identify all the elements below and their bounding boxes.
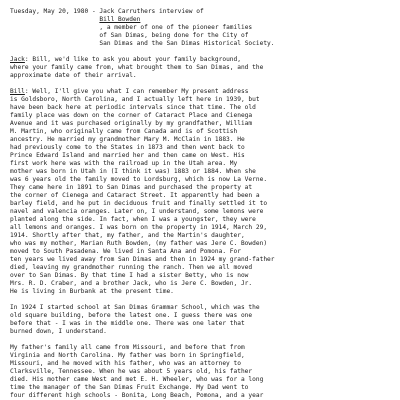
text-line: mother was born in Utah in (I think it was) 1883 or 1884. When she <box>10 168 256 175</box>
text-line: In 1924 I started school at San Dimas Grammar School, which was the <box>10 304 260 311</box>
text-line: Clarksville, Tennessee. When he was about 5 years old, his father <box>10 368 253 375</box>
text-line: My father's family all came from Missouri, and before that from <box>10 344 245 351</box>
speaker-bill: Bill <box>10 88 25 95</box>
text-line: moved to South Pasadena. We lived in Santa Ana and Pomona. For <box>10 248 241 255</box>
bill-answer-paragraph-2 <box>10 304 390 336</box>
text-line: Prince Edward Island and married her and then came on West. His <box>10 152 245 159</box>
text-line: the corner of Cienega and Cataract Street. It apparently had been a <box>10 192 260 199</box>
text-line: family place was down on the corner of Cataract Place and Cienega <box>10 112 253 119</box>
text-line: four different high schools - Bonita, Long Beach, Pomona, and a year <box>10 392 264 399</box>
text-line: have been back here at periodic intervals since that time. The old <box>10 104 256 111</box>
text-line: ten years we lived away from San Dimas and then in 1924 my grand-father <box>10 256 275 263</box>
text-line: : Well, I'll give you what I can remember My present address <box>24 88 249 95</box>
text-line: approximate date of their arrival. <box>10 72 137 79</box>
text-line: burned down, I understand. <box>10 328 107 335</box>
text-line: all lemons and oranges. I was born on the property in 1914, March 29, <box>10 224 268 231</box>
text-line: M. Martin, who originally came from Canada and is of Scottish <box>10 128 238 135</box>
text-line: ancestry. He married my grandmother Mary M. McClain in 1883. He <box>10 136 245 143</box>
intro-line: of San Dimas, being done for the City of <box>99 32 249 39</box>
text-line: navel and valencia oranges. Later on, I understand, some lemons were <box>10 208 264 215</box>
text-line: old square building, before the latest one. I guess there was one <box>10 312 253 319</box>
interview-intro <box>99 8 274 48</box>
bill-answer-paragraph-3 <box>10 344 390 400</box>
text-line: Mrs. R. D. Craber, and a brother Jack, who is Jere C. Bowden, Jr. <box>10 280 253 287</box>
intro-start: Jack Carruthers interview of <box>99 8 204 15</box>
text-line: died. His mother came West and met E. H. Wheeler, who was for a long <box>10 376 264 383</box>
text-line: 1914. Shortly after that, my father, and the Martin's daughter, <box>10 232 245 239</box>
text-line: had previously come to the States in 1873 and then went back to <box>10 144 245 151</box>
intro-line: San Dimas and the San Dimas Historical Society. <box>99 40 275 47</box>
text-line: where your family came from, what brought them to San Dimas, and the <box>10 64 264 71</box>
text-line: first work here was with the railroad up in the Utah area. My <box>10 160 238 167</box>
text-line: before that - I was in the middle one. There was one later that <box>10 320 245 327</box>
jack-question <box>10 56 390 80</box>
document-header <box>10 8 390 48</box>
text-line: Virginia and North Carolina. My father was born in Springfield, <box>10 352 245 359</box>
text-line: over to San Dimas. By that time I had a sister Betty, who is now <box>10 272 249 279</box>
bill-answer-paragraph-1 <box>10 88 390 296</box>
text-line: : Bill, we'd like to ask you about your family background, <box>24 56 241 63</box>
text-line: was 6 years old the family moved to Lordsburg, which is now La Verne. <box>10 176 268 183</box>
text-line: barley field, and he put in deciduous fruit and finally settled it to <box>10 200 268 207</box>
text-line: Missouri, and he moved with his father, who was an attorney to <box>10 360 241 367</box>
text-line: time the manager of the San Dimas Fruit Exchange. My Dad went to <box>10 384 249 391</box>
speaker-jack: Jack <box>10 56 25 63</box>
text-line: Avenue and it was purchased originally by my grandfather, William <box>10 120 253 127</box>
intro-line: , a member of one of the pioneer families <box>99 24 253 31</box>
text-line: died, leaving my grandmother running the ranch. Then we all moved <box>10 264 253 271</box>
interviewee-name: Bill Bowden <box>99 16 141 23</box>
text-line: who was my mother, Marian Ruth Bowden, (my father was Jere C. Bowden) <box>10 240 268 247</box>
interview-date: Tuesday, May 20, 1980 - <box>10 8 100 15</box>
text-line: They came here in 1891 to San Dimas and purchased the property at <box>10 184 253 191</box>
text-line: is Goldsboro, North Carolina, and I actually left here in 1939, but <box>10 96 260 103</box>
text-line: planted along the side. In fact, when I was a youngster, they were <box>10 216 256 223</box>
text-line: He is living in Burbank at the present time. <box>10 288 174 295</box>
